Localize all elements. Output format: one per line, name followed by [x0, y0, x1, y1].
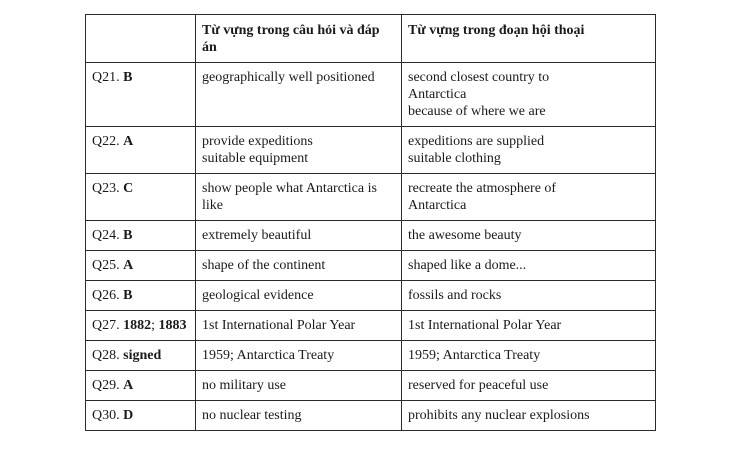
dialogue-vocab-line: Antarctica [408, 87, 467, 102]
dialogue-vocab-cell [402, 311, 656, 341]
question-number: Q27. [92, 318, 120, 333]
table-row [86, 174, 656, 221]
answer-separator: ; [151, 318, 159, 333]
question-cell [86, 127, 196, 174]
header-question-cell [86, 15, 196, 63]
question-vocab-line: like [202, 198, 223, 213]
question-vocab-line: 1st International Polar Year [202, 318, 356, 333]
question-vocab-line: extremely beautiful [202, 228, 312, 243]
dialogue-vocab-line: Antarctica [408, 198, 467, 213]
dialogue-vocab-cell [402, 221, 656, 251]
question-vocab-cell [196, 221, 402, 251]
dialogue-vocab-cell [402, 341, 656, 371]
question-vocab-line: suitable equipment [202, 151, 309, 166]
dialogue-vocab-line: reserved for peaceful use [408, 378, 549, 393]
dialogue-vocab-line: expeditions are supplied [408, 134, 545, 149]
question-vocab-cell [196, 63, 402, 127]
question-number: Q28. [92, 348, 120, 363]
table-row [86, 251, 656, 281]
table-row [86, 281, 656, 311]
table-row [86, 371, 656, 401]
header-dialogue-vocab-cell: Từ vựng trong đoạn hội thoại [402, 15, 656, 63]
answer-key: A [123, 378, 134, 393]
answer-key: signed [123, 348, 162, 363]
table-header [86, 15, 656, 63]
question-cell [86, 251, 196, 281]
table-row [86, 311, 656, 341]
question-vocab-cell [196, 371, 402, 401]
question-vocab-line: shape of the continent [202, 258, 326, 273]
question-number: Q25. [92, 258, 120, 273]
header-answer-vocab-cell: Từ vựng trong câu hỏi và đáp án [196, 15, 402, 63]
question-cell [86, 281, 196, 311]
dialogue-vocab-cell [402, 281, 656, 311]
question-cell [86, 63, 196, 127]
answer-key-extra: 1883 [158, 318, 187, 333]
dialogue-vocab-line: shaped like a dome... [408, 258, 527, 273]
question-cell [86, 341, 196, 371]
question-cell [86, 401, 196, 431]
dialogue-vocab-line: 1st International Polar Year [408, 318, 562, 333]
answer-key: B [123, 70, 133, 85]
question-number: Q21. [92, 70, 120, 85]
question-vocab-cell [196, 174, 402, 221]
question-vocab-cell [196, 127, 402, 174]
dialogue-vocab-line: second closest country to [408, 70, 550, 85]
question-cell [86, 221, 196, 251]
dialogue-vocab-line: prohibits any nuclear explosions [408, 408, 590, 423]
dialogue-vocab-line: because of where we are [408, 104, 546, 119]
table-body [86, 63, 656, 431]
dialogue-vocab-cell [402, 63, 656, 127]
dialogue-vocab-cell [402, 251, 656, 281]
question-vocab-line: 1959; Antarctica Treaty [202, 348, 335, 363]
question-vocab-cell [196, 311, 402, 341]
question-number: Q29. [92, 378, 120, 393]
question-vocab-line: geographically well positioned [202, 70, 375, 85]
question-vocab-cell [196, 341, 402, 371]
question-vocab-line: no military use [202, 378, 286, 393]
dialogue-vocab-cell [402, 127, 656, 174]
question-vocab-cell [196, 281, 402, 311]
answer-key: D [123, 408, 134, 423]
vocabulary-table [85, 14, 656, 431]
dialogue-vocab-line: suitable clothing [408, 151, 501, 166]
question-vocab-line: no nuclear testing [202, 408, 302, 423]
question-vocab-cell [196, 251, 402, 281]
table-row [86, 341, 656, 371]
dialogue-vocab-cell [402, 401, 656, 431]
dialogue-vocab-line: recreate the atmosphere of [408, 181, 557, 196]
question-number: Q26. [92, 288, 120, 303]
table-row [86, 127, 656, 174]
dialogue-vocab-line: fossils and rocks [408, 288, 502, 303]
dialogue-vocab-cell [402, 174, 656, 221]
answer-key: 1882 [123, 318, 152, 333]
dialogue-vocab-cell [402, 371, 656, 401]
question-vocab-line: show people what Antarctica is [202, 181, 377, 196]
header-row [86, 15, 656, 63]
question-vocab-line: geological evidence [202, 288, 314, 303]
question-cell [86, 174, 196, 221]
question-vocab-cell [196, 401, 402, 431]
question-number: Q22. [92, 134, 120, 149]
question-cell [86, 371, 196, 401]
question-number: Q23. [92, 181, 120, 196]
answer-key: B [123, 288, 133, 303]
table-row [86, 63, 656, 127]
question-number: Q24. [92, 228, 120, 243]
dialogue-vocab-line: 1959; Antarctica Treaty [408, 348, 541, 363]
dialogue-vocab-line: the awesome beauty [408, 228, 522, 243]
answer-key: A [123, 134, 134, 149]
answer-key: C [123, 181, 134, 196]
table-row [86, 221, 656, 251]
table-row [86, 401, 656, 431]
question-vocab-line: provide expeditions [202, 134, 313, 149]
question-number: Q30. [92, 408, 120, 423]
answer-key: B [123, 228, 133, 243]
question-cell [86, 311, 196, 341]
answer-key: A [123, 258, 134, 273]
